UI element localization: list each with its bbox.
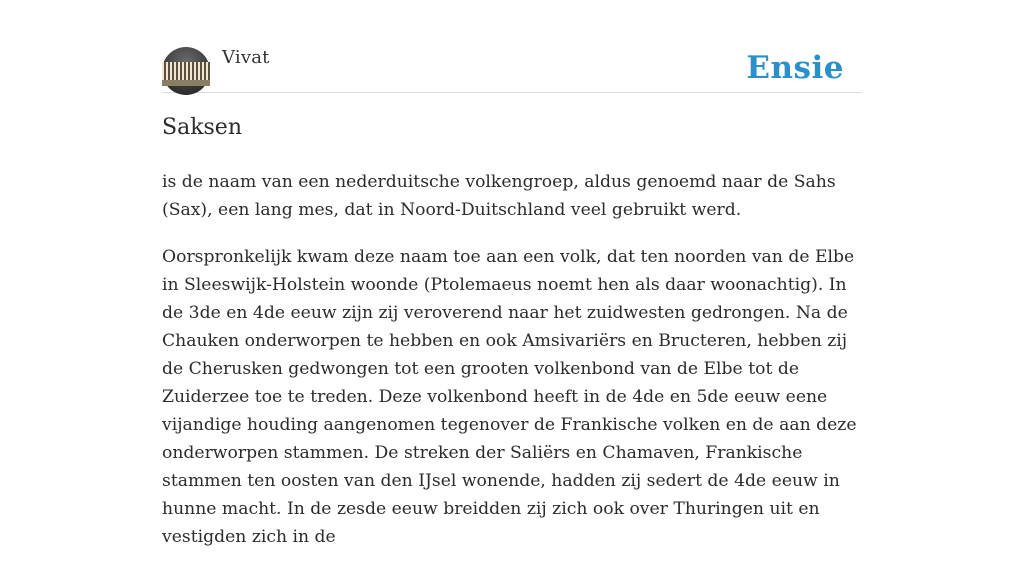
author-avatar[interactable] bbox=[162, 47, 210, 95]
book-spines-icon bbox=[162, 62, 210, 80]
author-name[interactable]: Vivat bbox=[222, 47, 270, 68]
header bbox=[162, 46, 862, 93]
site-logo[interactable]: Ensie bbox=[746, 50, 844, 86]
paragraph-definition: is de naam van een nederduitsche volkengroep, aldus genoemd naar de Sahs (Sax), een lang mes, dat in Noord-Duitschland veel gebruikt werd. bbox=[162, 172, 836, 220]
article-body bbox=[162, 168, 862, 570]
shelf-decoration bbox=[162, 80, 210, 86]
paragraph-history: Oorspronkelijk kwam deze naam toe aan een volk, dat ten noorden van de Elbe in Sleeswijk-Holstein woonde (Ptolemaeus noemt hen als daar woonachtig). In de 3de en 4de eeuw zijn zij veroverend naar het zuidwesten gedrongen. Na de Chauken onderworpen te hebben en ook Amsivariërs en Bructeren, hebben zij de Cherusken gedwongen tot een grooten volkenbond van de Elbe tot de Zuiderzee toe te treden. Deze volkenbond heeft in de 4de en 5de eeuw eene vijandige houding aangenomen tegenover de Frankische volken en de aan deze onderworpen stammen. De streken der Saliërs en Chamaven, Frankische stammen ten oosten van den IJsel wonende, hadden zij sedert de 4de eeuw in hunne macht. In de zesde eeuw breidden zij zich ook over Thuringen uit en vestigden zich in de bbox=[162, 247, 857, 547]
article-title: Saksen bbox=[162, 115, 242, 140]
